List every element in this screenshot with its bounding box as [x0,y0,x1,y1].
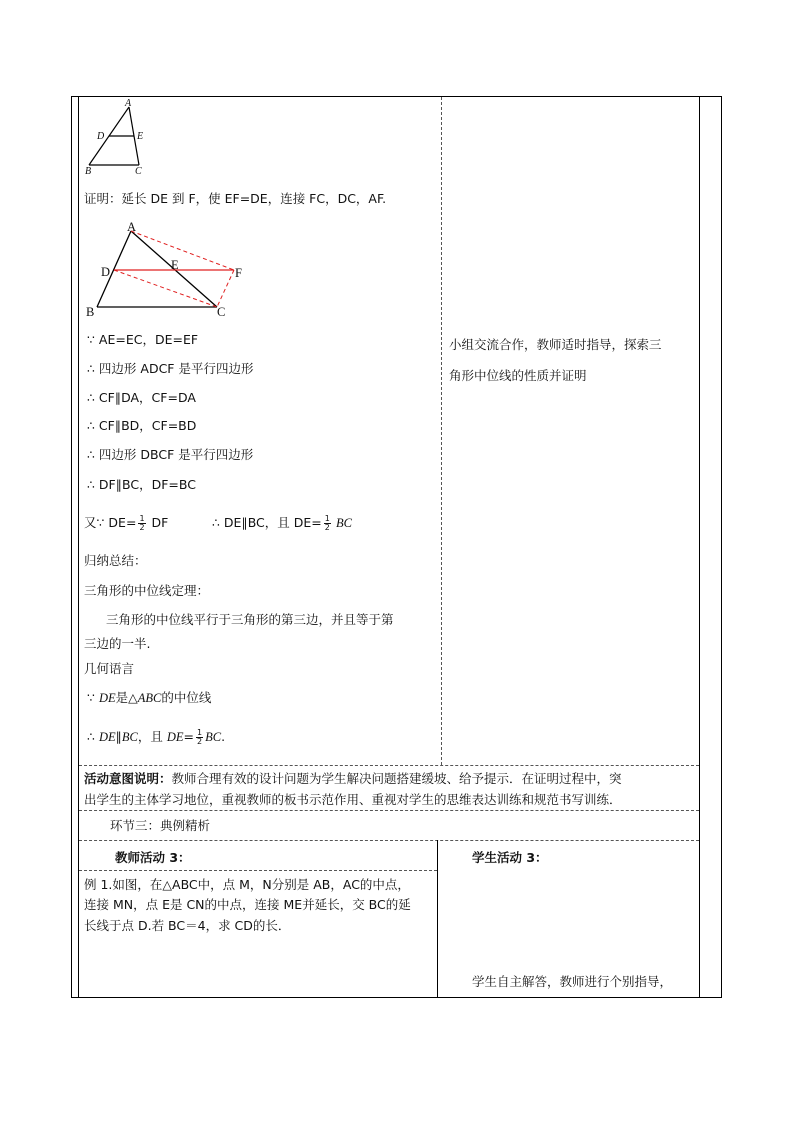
proof-intro: 证明：延长 DE 到 F，使 EF=DE，连接 FC，DC，AF. [84,191,387,206]
geo2-mid: ∥ [115,729,122,744]
geo1-var-abc: ABC [137,691,162,705]
intent-line-1-rest: 教师合理有效的设计问题为学生解决问题搭建缓坡、给予提示．在证明过程中，突 [171,771,622,786]
fraction-half-3 [196,729,203,746]
frac-mid: DF [147,515,169,530]
theorem-line-2: 三边的一半. [84,636,151,651]
geo-language-line-1 [87,690,211,706]
frac-suffix: BC [332,516,352,530]
proof-step-3: ∴ CF∥DA，CF=DA [87,390,196,405]
fraction-half-2 [324,515,331,532]
fig2-label-d: D [101,265,111,279]
student-col-line-1: 小组交流合作，教师适时指导，探索三 [449,337,662,352]
column-divider-upper [441,97,442,765]
geo2-eq: = [183,729,194,744]
geo1-end: 的中位线 [161,690,212,705]
proof-fraction-line [84,512,168,534]
example-line-3: 长线于点 D.若 BC＝4，求 CD的长． [84,918,291,933]
column-divider-lower [437,840,438,997]
frac-den-3: 2 [196,737,203,746]
fig1-label-c: C [135,166,142,177]
student-col-line-2: 角形中位线的性质并证明 [449,368,587,383]
fig1-label-e: E [137,131,144,142]
proof-step-2: ∴ 四边形 ADCF 是平行四边形 [87,361,254,376]
teacher-activity-heading: 教师活动 3： [115,850,191,865]
fig2-label-b: B [86,305,95,319]
row-divider-activity-heading [79,870,437,871]
geo2-var-de2: DE [166,730,184,744]
fig1-label-d: D [97,131,105,142]
geo2-symbol: ∴ [87,729,99,744]
frac-num-1: 1 [139,514,145,523]
student-bottom-text: 学生自主解答，教师进行个别指导， [472,974,673,989]
table-left-border [71,96,72,998]
row-divider-section3-bottom [79,840,699,841]
table-right-border [721,96,722,998]
fig2-label-e: E [171,258,179,272]
frac-num-2: 1 [324,514,330,523]
frac-prefix: 又∵ DE= [84,515,137,530]
example-line-2: 连接 MN，点 E是 CN的中点，连接 ME并延长，交 BC的延 [84,897,411,912]
proof-conclusion-line [212,512,352,534]
geo2-end: . [221,729,226,744]
fig2-label-c: C [217,305,226,319]
proof-step-4: ∴ CF∥BD，CF=BD [87,418,197,433]
row-divider-intent-top [79,765,699,766]
table-top-border [71,96,722,97]
student-activity-heading: 学生活动 3： [472,850,548,865]
proof-step-6: ∴ DF∥BC，DF=BC [87,477,196,492]
fig1-label-b: B [85,166,92,177]
frac-num-3: 1 [196,728,203,737]
row-divider-intent-bottom [79,810,699,811]
geo2-and: ，且 [137,729,167,744]
geo1-symbol: ∵ [87,690,99,705]
frac-den-1: 2 [139,523,145,532]
fraction-half-1 [138,515,145,532]
proof-step-5: ∴ 四边形 DBCF 是平行四边形 [87,447,254,462]
proof-step-1: ∵ AE=EC，DE=EF [87,332,199,347]
intent-line-1 [84,771,622,787]
geo-language-line-2 [87,726,225,748]
theorem-title: 三角形的中位线定理： [84,583,210,598]
table-inner-left-border [78,96,79,998]
section3-title: 环节三：典例精析 [110,818,211,833]
geo1-rest: 是△ [115,690,138,705]
fig2-label-a: A [127,220,137,234]
geo2-var-bc: BC [121,730,138,744]
table-inner-right-border [699,96,700,998]
frac-den-2: 2 [324,523,330,532]
geo-language-title: 几何语言 [84,661,135,676]
fig1-label-a: A [125,98,132,109]
intent-label: 活动意图说明： [84,771,172,786]
table-bottom-border [71,997,722,998]
intent-line-2: 出学生的主体学习地位，重视教师的板书示范作用、重视对学生的思维表达训练和规范书写训练． [84,792,622,807]
geo1-var-de: DE [98,691,116,705]
geo2-var-bc2: BC [205,730,222,744]
summary-heading: 归纳总结： [84,553,147,568]
geo2-var-de: DE [98,730,116,744]
fig2-label-f: F [235,266,242,280]
triangle-figure-small [80,98,160,178]
frac-therefore: ∴ DE∥BC，且 DE= [212,515,322,530]
example-line-1: 例 1.如图，在△ABC中，点 M，N分别是 AB，AC的中点， [84,877,410,892]
theorem-line-1: 三角形的中位线平行于三角形的第三边，并且等于第 [106,612,394,627]
